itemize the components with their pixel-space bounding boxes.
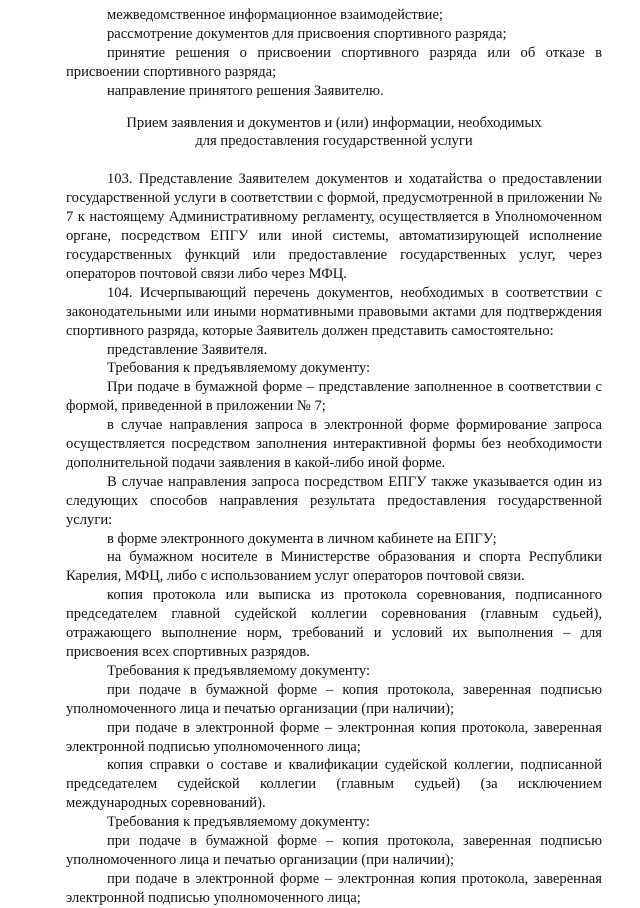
paragraph-protocol-copy: копия протокола или выписка из протокола соревнования, подписанного председателем главной судейской коллегии соревнования (главным судьей), отражающего выполнение норм, требований и условий их выполнения – для присвоения всех спортивных разрядов. bbox=[66, 587, 602, 660]
paragraph-send-decision: направление принятого решения Заявителю. bbox=[107, 82, 384, 99]
list-item-paper-carrier: на бумажном носителе в Министерстве образования и спорта Республики Карелия, МФЦ, либо с использованием услуг операторов почтовой связи. bbox=[66, 549, 602, 585]
section-heading-line-2: для предоставления государственной услуги bbox=[195, 133, 473, 150]
paragraph-judges-certificate: копия справки о составе и квалификации судейской коллегии, подписанной председателем судейской коллегии (главным судьей) (за исключением международных соревнований). bbox=[66, 757, 602, 812]
paragraph-paper-form: При подаче в бумажной форме – представление заполненное в соответствии с формой, приведенной в приложении № 7; bbox=[66, 379, 602, 415]
paragraph-electronic-request: в случае направления запроса в электронной форме формирование запроса осуществляется посредством заполнения интерактивной формы без необходимости дополнительной подачи заявления в какой-либо иной форме. bbox=[66, 417, 602, 471]
paragraph-103: 103. Представление Заявителем документов и ходатайства о предоставлении государственной услуги в соответствии с формой, предусмотренной в приложении № 7 к настоящему Административному регламенту, осуществляется в Уполномоченном органе, посредством ЕПГУ или иной системы, автоматизирующей исполнение государственных функций или предоставление государственных услуг, через операторов почтовой связи либо через МФЦ. bbox=[66, 171, 602, 282]
paragraph-requirements-heading-3: Требования к предъявляемому документу: bbox=[107, 814, 371, 831]
section-heading-line-1: Прием заявления и документов и (или) информации, необходимых bbox=[126, 114, 542, 131]
list-item-electronic-protocol-2: при подаче в электронной форме – электронная копия протокола, заверенная электронной подписью уполномоченного лица; bbox=[66, 870, 602, 906]
paragraph-requirements-heading: Требования к предъявляемому документу: bbox=[107, 360, 371, 377]
paragraph-104: 104. Исчерпывающий перечень документов, необходимых в соответствии с законодательными или иными нормативными правовыми актами для подтверждения спортивного разряда, которые Заявитель должен представить самостоятельно: bbox=[66, 284, 602, 339]
paragraph-interagency: межведомственное информационное взаимодействие; bbox=[107, 7, 443, 23]
paragraph-epgu-method: В случае направления запроса посредством ЕПГУ также указывается один из следующих способов направления результата предоставления государственной услуги: bbox=[66, 473, 602, 528]
list-item-paper-protocol: при подаче в бумажной форме – копия протокола, заверенная подписью уполномоченного лица и печатью организации (при наличии); bbox=[66, 681, 602, 717]
paragraph-review-documents: рассмотрение документов для присвоения спортивного разряда; bbox=[107, 25, 507, 42]
paragraph-requirements-heading-2: Требования к предъявляемому документу: bbox=[107, 662, 371, 679]
list-item-paper-protocol-2: при подаче в бумажной форме – копия протокола, заверенная подписью уполномоченного лица и печатью организации (при наличии); bbox=[66, 833, 602, 868]
paragraph-applicant-submission: представление Заявителя. bbox=[107, 341, 268, 358]
paragraph-decision: принятие решения о присвоении спортивного разряда или об отказе в присвоении спортивного разряда; bbox=[66, 44, 602, 80]
document-page bbox=[66, 6, 602, 908]
list-item-electronic-document: в форме электронного документа в личном кабинете на ЕПГУ; bbox=[107, 530, 497, 547]
list-item-electronic-protocol: при подаче в электронной форме – электронная копия протокола, заверенная электронной подписью уполномоченного лица; bbox=[66, 719, 602, 755]
section-heading bbox=[66, 114, 602, 152]
